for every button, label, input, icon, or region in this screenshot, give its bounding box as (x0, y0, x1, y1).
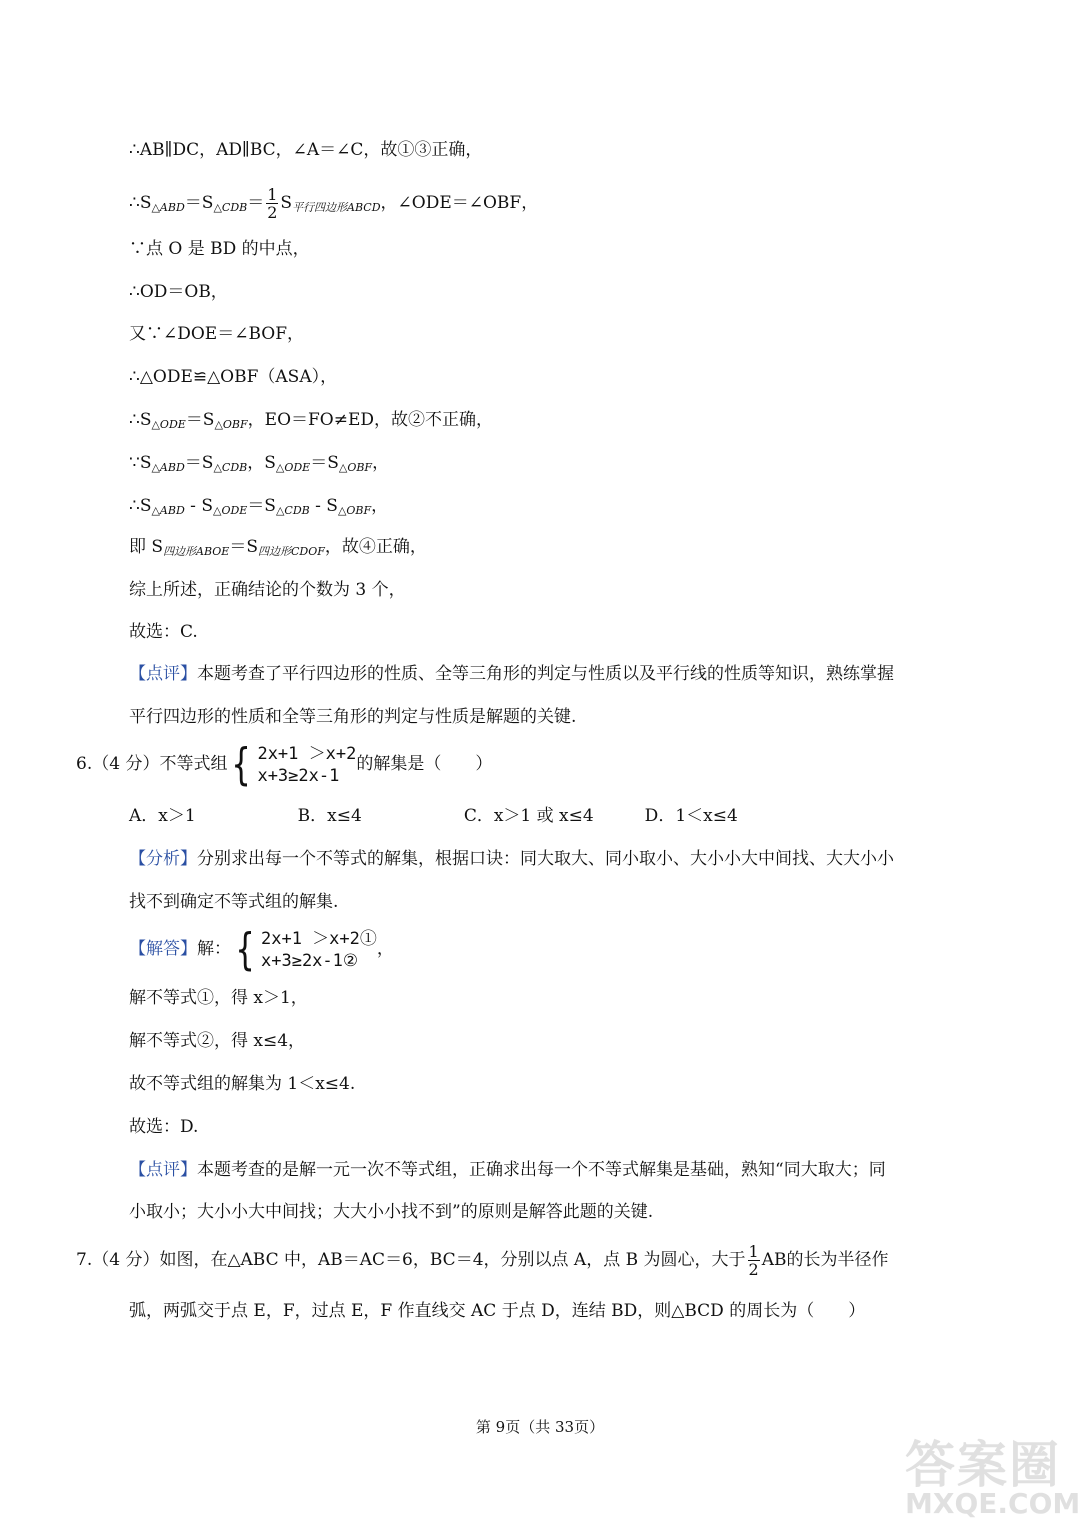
fraction-denominator: 2 (267, 203, 278, 222)
text: 即 S (129, 537, 164, 557)
subscript: △OBF (337, 504, 372, 517)
text: ∵S (129, 453, 152, 473)
fraction-one-half (266, 186, 278, 221)
subscript: △ABD (151, 201, 185, 214)
text: 本题考查了平行四边形的性质、全等三角形的判定与性质以及平行线的性质等知识，熟练掌握 (197, 664, 894, 684)
text: ＝S (184, 193, 214, 213)
fraction-numerator: 1 (267, 185, 278, 204)
watermark-logo: 答案圈 MXQE.COM (905, 1436, 1080, 1520)
line-9 (129, 494, 388, 523)
text: 的解集是（ ） (356, 754, 493, 774)
page-footer: 第 9页（共 33页） (475, 1418, 605, 1436)
subscript: △OBF (338, 461, 373, 474)
left-brace-icon: { (231, 738, 252, 790)
inequality-row: x+3≥2x-1② (261, 950, 359, 971)
text: ＝S (185, 410, 215, 430)
line-4: ∴OD＝OB， (129, 282, 228, 302)
line-11: 综上所述，正确结论的个数为 3 个， (129, 580, 406, 600)
text: ＝ (247, 193, 265, 213)
subscript: 平行四边形ABCD (292, 201, 381, 214)
subscript: △CDB (275, 504, 310, 517)
solution-line-4: 故选：D. (129, 1117, 199, 1137)
answer-system (129, 923, 394, 975)
fraction-denominator: 2 (748, 1260, 759, 1279)
line-7 (129, 408, 493, 437)
solution-line-2: 解不等式②，得 x≤4， (129, 1031, 306, 1051)
text: ∴S (129, 193, 152, 213)
review-tag: 【点评】 (129, 664, 197, 684)
review-line-2: 平行四边形的性质和全等三角形的判定与性质是解题的关键. (129, 707, 577, 727)
text: ，EO＝FO≠ED，故②不正确， (247, 410, 494, 430)
review2-line-1 (129, 1158, 886, 1182)
inequality-system (231, 923, 377, 975)
fraction-one-half (748, 1243, 760, 1278)
left-brace-icon: { (235, 923, 255, 975)
inequality-system (227, 738, 357, 790)
review2-line-2: 小取小；大小小大中间找；大大小小找不到”的原则是解答此题的关键. (129, 1202, 654, 1222)
line-1: ∴AB∥DC，AD∥BC，∠A＝∠C，故①③正确， (129, 140, 483, 160)
subscript: △ODE (151, 418, 186, 431)
answer-tag: 【解答】 (129, 939, 197, 959)
text: - S (184, 496, 213, 516)
text: 分别求出每一个不等式的解集，根据口诀：同大取大、同小取小、大小小大中间找、大大小小 (197, 849, 894, 869)
question-7-line-2: 弧，两弧交于点 E，F，过点 E，F 作直线交 AC 于点 D，连结 BD，则△BCD 的周长为（ ） (129, 1301, 866, 1321)
text: ＝S (229, 537, 258, 557)
subscript: △CDB (213, 461, 248, 474)
text: ，∠ODE＝∠OBF， (380, 193, 539, 213)
analysis-tag: 【分析】 (129, 849, 197, 869)
line-8 (129, 451, 389, 480)
text: 本题考查的是解一元一次不等式组，正确求出每一个不等式解集是基础，熟知“同大取大；同 (197, 1160, 886, 1180)
subscript: △CDB (213, 201, 248, 214)
solution-line-1: 解不等式①，得 x＞1， (129, 988, 308, 1008)
line-12: 故选：C. (129, 622, 198, 642)
text: ＝S (184, 453, 214, 473)
text: ∴S (129, 496, 152, 516)
line-6: ∴△ODE≌△OBF（ASA）， (129, 367, 338, 387)
line-2 (129, 186, 538, 221)
review-line-1 (129, 662, 894, 686)
question-6 (76, 738, 492, 790)
subscript: △ODE (212, 504, 248, 517)
inequality-row: 2x+1 ＞x+2① (261, 928, 377, 949)
text: ，故④正确， (324, 537, 427, 557)
subscript: △ABD (151, 504, 185, 517)
text: S (280, 193, 293, 213)
text: 7.（4 分）如图，在△ABC 中，AB＝AC＝6，BC＝4，分别以点 A，点 B 为圆心，大于 (76, 1250, 746, 1270)
text: ＝S (310, 453, 339, 473)
subscript: 四边形ABOE (163, 545, 230, 558)
line-5: 又∵∠DOE＝∠BOF， (129, 324, 305, 344)
text: AB的长为半径作 (761, 1250, 889, 1270)
analysis-line-1 (129, 847, 894, 871)
question-7-line-1 (76, 1240, 888, 1280)
inequality-row: 2x+1 ＞x+2 (257, 743, 357, 764)
fraction-numerator: 1 (748, 1242, 759, 1261)
solution-line-3: 故不等式组的解集为 1＜x≤4. (129, 1074, 356, 1094)
text: ， (371, 496, 389, 516)
text: 6.（4 分）不等式组 (76, 754, 228, 774)
line-10 (129, 535, 427, 564)
text: ，S (247, 453, 276, 473)
text: 解： (197, 939, 231, 959)
text: - S (309, 496, 338, 516)
subscript: △ODE (275, 461, 311, 474)
line-3: ∵点 O 是 BD 的中点， (129, 239, 310, 259)
subscript: △OBF (214, 418, 248, 431)
text: ＝S (247, 496, 276, 516)
inequality-row: x+3≥2x-1 (257, 765, 340, 786)
text: ， (376, 939, 394, 959)
subscript: 四边形CDOF (258, 545, 325, 558)
analysis-line-2: 找不到确定不等式组的解集. (129, 892, 339, 912)
q6-options: A．x＞1 B．x≤4 C．x＞1 或 x≤4 D．1＜x≤4 (129, 806, 738, 826)
review-tag: 【点评】 (129, 1160, 197, 1180)
text: ∴S (129, 410, 152, 430)
subscript: △ABD (151, 461, 185, 474)
text: ， (372, 453, 390, 473)
